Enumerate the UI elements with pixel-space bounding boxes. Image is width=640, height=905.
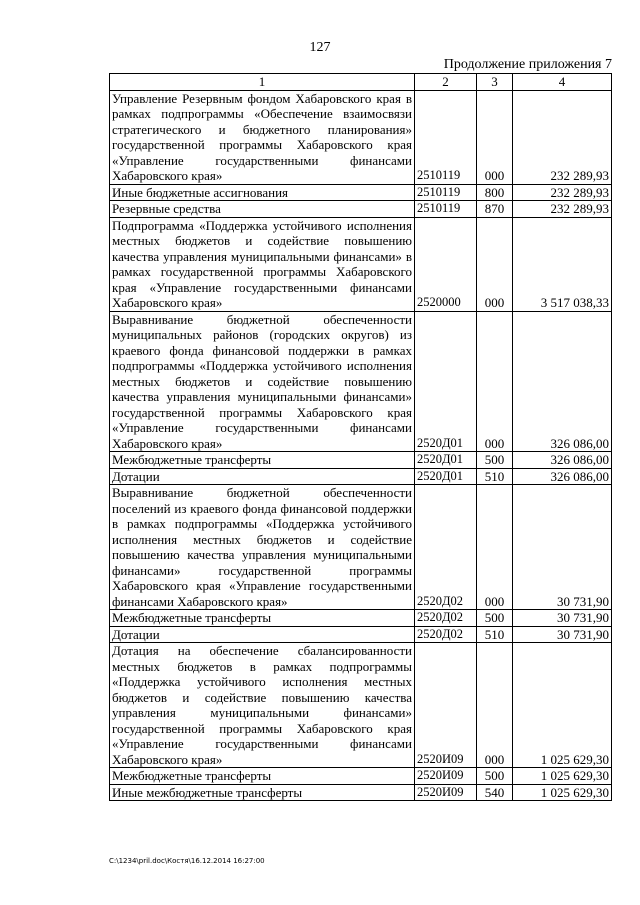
row-amount: 232 289,93	[513, 184, 612, 201]
row-expense-kind: 000	[477, 90, 513, 184]
row-target-code: 2510119	[415, 201, 477, 218]
table-row	[110, 201, 612, 218]
row-expense-kind: 510	[477, 626, 513, 643]
row-description: Резервные средства	[110, 201, 415, 218]
row-amount: 30 731,90	[513, 626, 612, 643]
row-target-code: 2520Д02	[415, 485, 477, 610]
row-description: Иные бюджетные ассигнования	[110, 184, 415, 201]
row-amount: 326 086,00	[513, 311, 612, 452]
row-amount: 232 289,93	[513, 201, 612, 218]
row-target-code: 2520Д02	[415, 626, 477, 643]
table-row	[110, 643, 612, 768]
row-expense-kind: 500	[477, 452, 513, 469]
row-expense-kind: 000	[477, 311, 513, 452]
row-expense-kind: 500	[477, 610, 513, 627]
row-expense-kind: 000	[477, 643, 513, 768]
column-header-3: 3	[477, 74, 513, 91]
table-row	[110, 768, 612, 785]
column-header-2: 2	[415, 74, 477, 91]
row-expense-kind: 540	[477, 784, 513, 801]
appendix-continuation-note: Продолжение приложения 7	[443, 57, 612, 72]
row-target-code: 2510119	[415, 90, 477, 184]
row-amount: 30 731,90	[513, 610, 612, 627]
table-row	[110, 626, 612, 643]
table-row	[110, 90, 612, 184]
row-description: Выравнивание бюджетной обеспеченности поселений из краевого фонда финансовой поддержки в рамках подпрограммы «Поддержка устойчивого исполнения местных бюджетов и содействие повышению качества управления муниципальными финансами» государственной программы Хабаровского края «Управление государственными финансами Хабаровского края»	[110, 485, 415, 610]
row-expense-kind: 800	[477, 184, 513, 201]
row-target-code: 2520Д01	[415, 452, 477, 469]
budget-table	[109, 73, 612, 801]
table-row	[110, 184, 612, 201]
table-row	[110, 311, 612, 452]
row-amount: 326 086,00	[513, 452, 612, 469]
table-row	[110, 784, 612, 801]
row-target-code: 2520И09	[415, 784, 477, 801]
row-description: Подпрограмма «Поддержка устойчивого исполнения местных бюджетов и содействие повышению качества управления муниципальными финансами» в рамках государственной программы Хабаровского края «Управление государственными финансами Хабаровского края»	[110, 217, 415, 311]
row-expense-kind: 500	[477, 768, 513, 785]
row-description: Иные межбюджетные трансферты	[110, 784, 415, 801]
row-expense-kind: 510	[477, 468, 513, 485]
row-description: Межбюджетные трансферты	[110, 452, 415, 469]
row-target-code: 2520Д01	[415, 311, 477, 452]
row-description: Управление Резервным фондом Хабаровского края в рамках подпрограммы «Обеспечение взаимосвязи стратегического и бюджетного планирования» государственной программы Хабаровского края «Управление государственными финансами Хабаровского края»	[110, 90, 415, 184]
column-header-1: 1	[110, 74, 415, 91]
row-target-code: 2520И09	[415, 643, 477, 768]
row-expense-kind: 870	[477, 201, 513, 218]
row-amount: 1 025 629,30	[513, 643, 612, 768]
row-target-code: 2520И09	[415, 768, 477, 785]
row-amount: 326 086,00	[513, 468, 612, 485]
table-row	[110, 610, 612, 627]
row-target-code: 2520Д02	[415, 610, 477, 627]
row-expense-kind: 000	[477, 485, 513, 610]
column-header-4: 4	[513, 74, 612, 91]
row-amount: 1 025 629,30	[513, 768, 612, 785]
row-description: Межбюджетные трансферты	[110, 610, 415, 627]
row-description: Межбюджетные трансферты	[110, 768, 415, 785]
row-description: Дотации	[110, 626, 415, 643]
row-expense-kind: 000	[477, 217, 513, 311]
table-row	[110, 217, 612, 311]
row-amount: 1 025 629,30	[513, 784, 612, 801]
table-row	[110, 452, 612, 469]
row-description: Дотация на обеспечение сбалансированности местных бюджетов в рамках подпрограммы «Поддержка устойчивого исполнения местных бюджетов и содействие повышению качества управления муниципальными финансами» государственной программы Хабаровского края «Управление государственными финансами Хабаровского края»	[110, 643, 415, 768]
row-description: Дотации	[110, 468, 415, 485]
row-target-code: 2520Д01	[415, 468, 477, 485]
table-row	[110, 485, 612, 610]
table-header-row	[110, 74, 612, 91]
row-target-code: 2520000	[415, 217, 477, 311]
row-description: Выравнивание бюджетной обеспеченности муниципальных районов (городских округов) из краевого фонда финансовой поддержки в рамках подпрограммы «Поддержка устойчивого исполнения местных бюджетов и содействие повышению качества управления муниципальными финансами» государственной программы Хабаровского края «Управление государственными финансами Хабаровского края»	[110, 311, 415, 452]
row-target-code: 2510119	[415, 184, 477, 201]
row-amount: 30 731,90	[513, 485, 612, 610]
file-path-footer: C:\1234\pril.doc\Костя\16.12.2014 16:27:00	[109, 857, 265, 865]
row-amount: 232 289,93	[513, 90, 612, 184]
page-number: 127	[309, 40, 331, 55]
table-row	[110, 468, 612, 485]
row-amount: 3 517 038,33	[513, 217, 612, 311]
